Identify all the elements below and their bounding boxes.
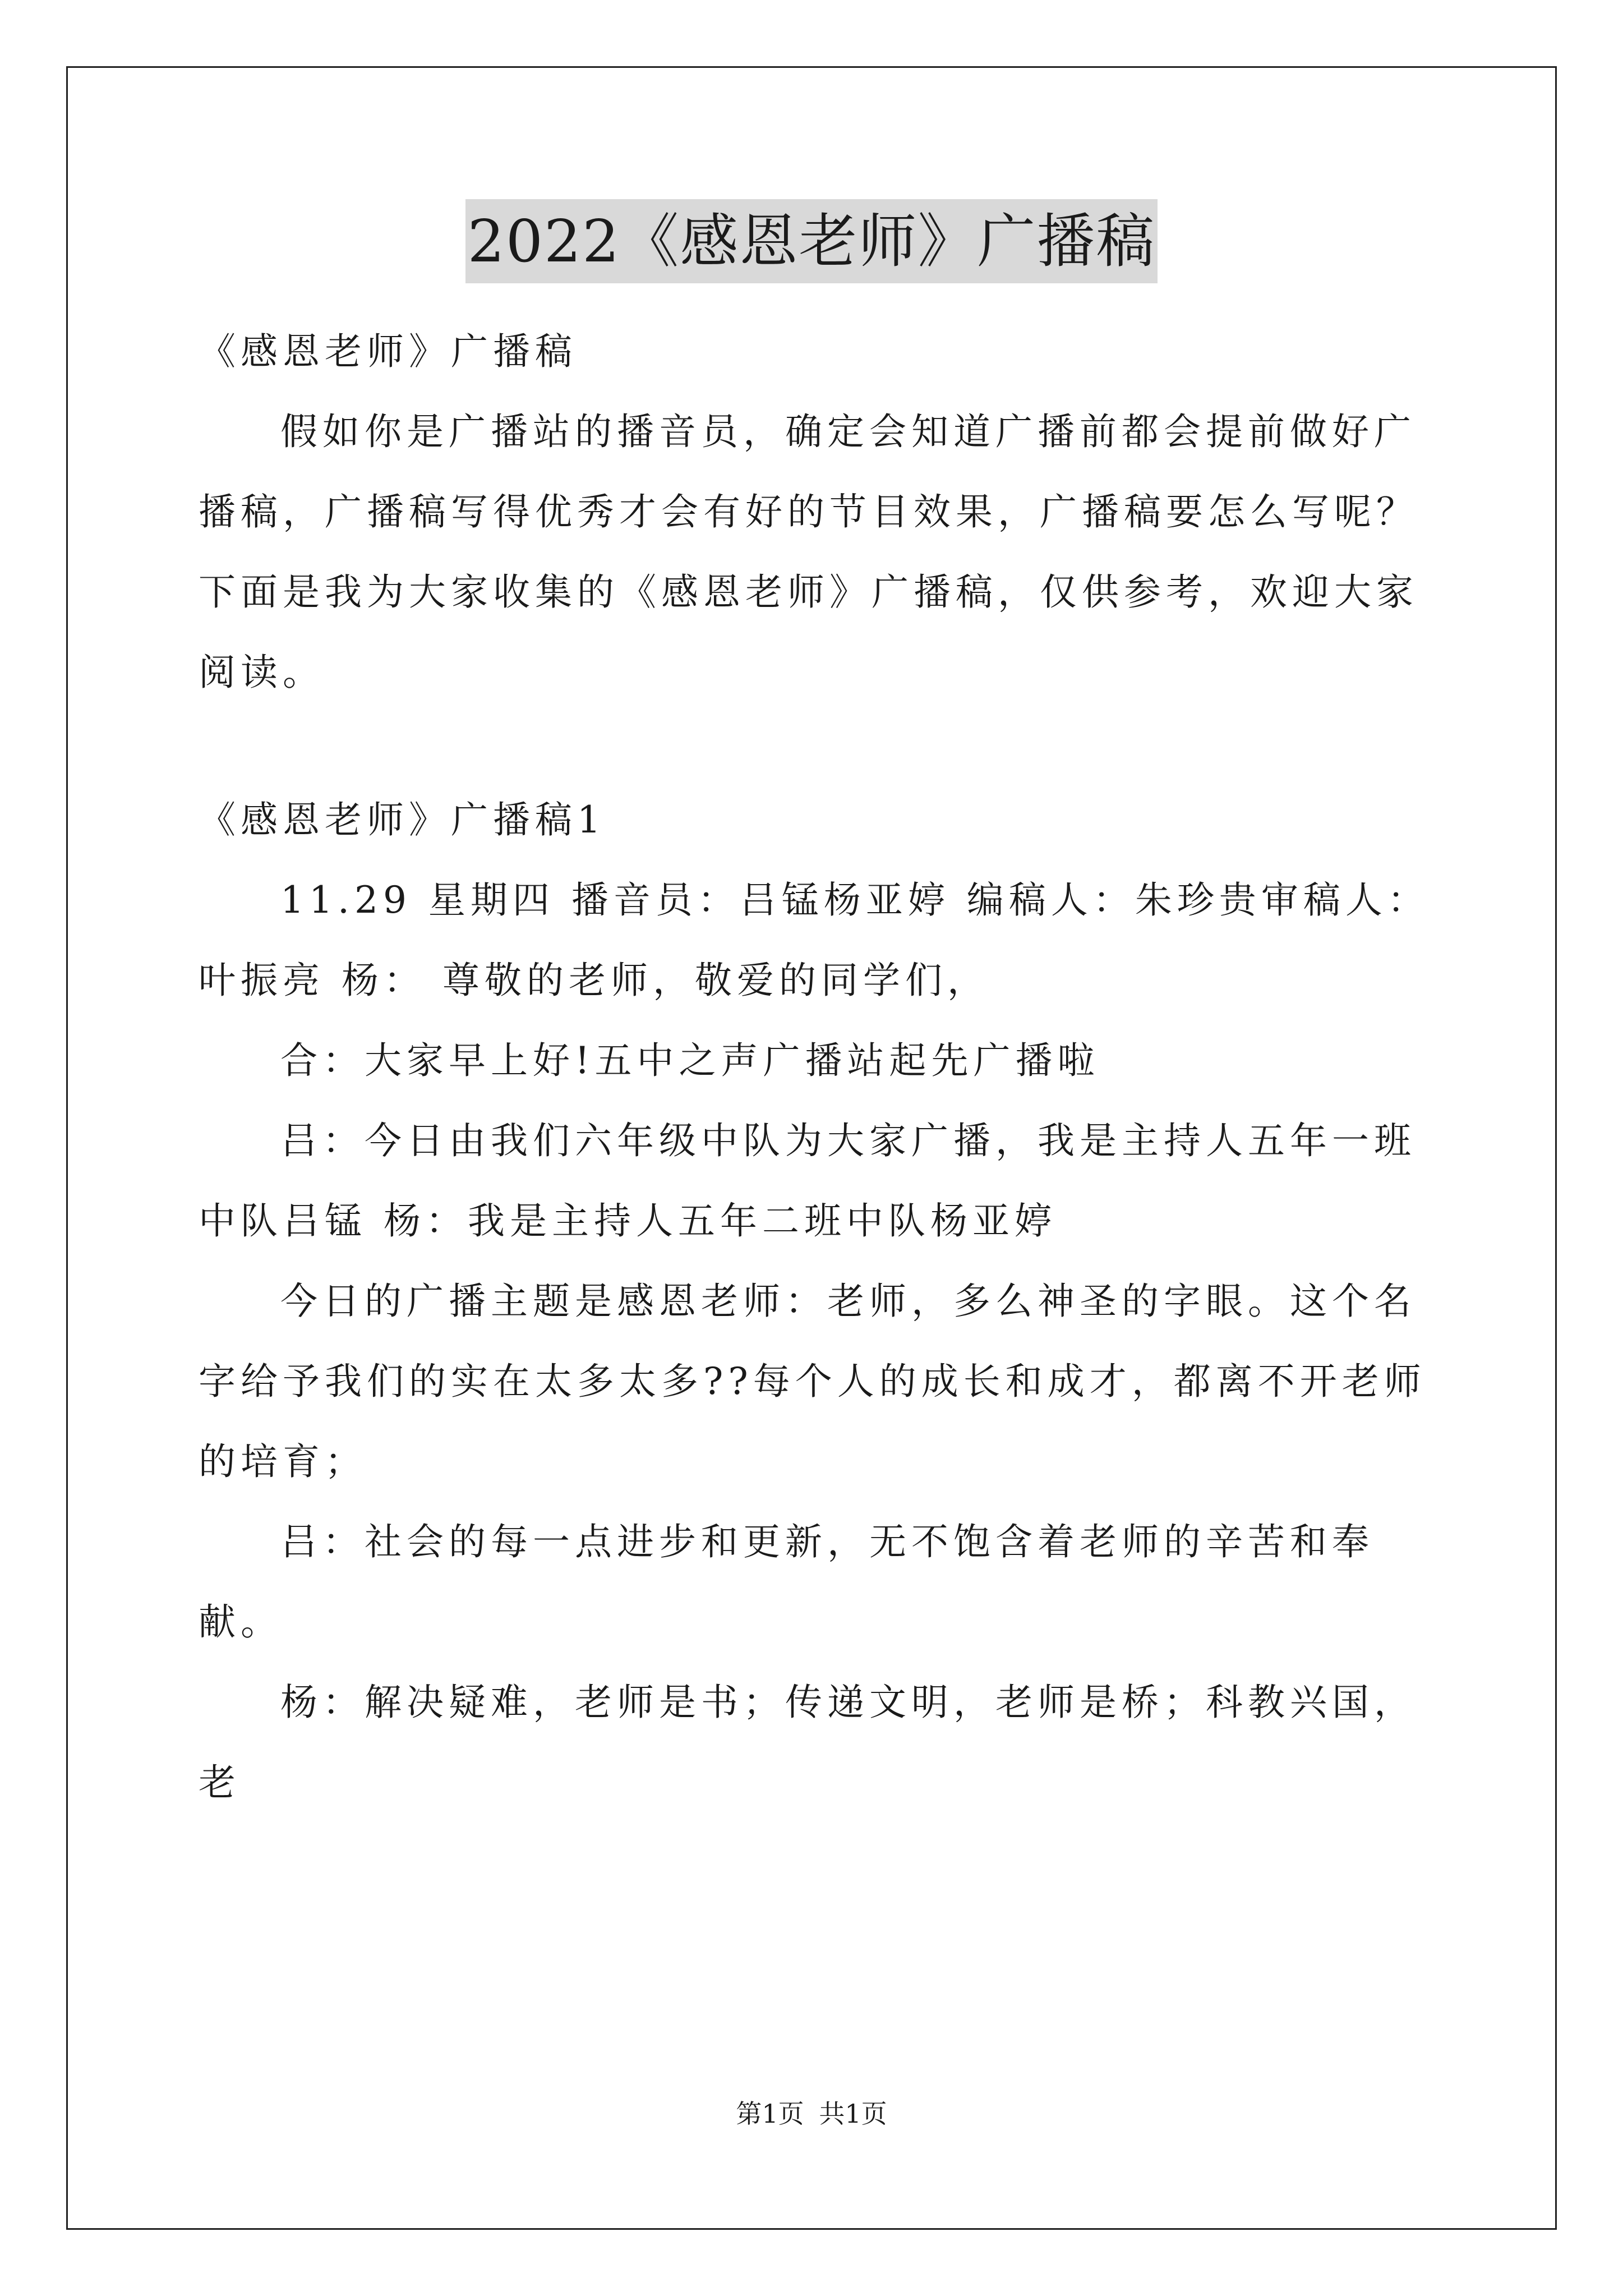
teacher-metaphor-paragraph: 杨：解决疑难，老师是书；传递文明，老师是桥；科教兴国，老 (199, 1681, 1416, 1804)
intro-paragraph: 假如你是广播站的播音员，确定会知道广播前都会提前做好广播稿，广播稿写得优秀才会有好的节目效果，广播稿要怎么写呢？下面是我为大家收集的《感恩老师》广播稿，仅供参考，欢迎大家阅读。 (199, 410, 1418, 694)
theme-paragraph: 今日的广播主题是感恩老师：老师，多么神圣的字眼。这个名字给予我们的实在太多太多??每个人的成长和成才，都离不开老师的培育； (199, 1280, 1426, 1483)
title-wrap (0, 199, 1623, 283)
section-heading: 《感恩老师》广播稿 (199, 330, 577, 373)
society-paragraph: 吕：社会的每一点进步和更新，无不饱含着老师的辛苦和奉献。 (199, 1520, 1374, 1644)
document-body (199, 311, 1430, 1823)
document-title: 2022《感恩老师》广播稿 (465, 199, 1158, 283)
broadcast-info-paragraph: 11.29 星期四 播音员：吕锰杨亚婷 编稿人：朱珍贵审稿人：叶振亮 杨： 尊敬的老师，敬爱的同学们， (199, 878, 1430, 1002)
page-total: 共1页 (819, 2099, 887, 2129)
page-footer (0, 2097, 1623, 2131)
page-number: 第1页 (736, 2099, 804, 2129)
paragraph-gap (199, 712, 1430, 780)
host-intro-paragraph: 吕：今日由我们六年级中队为大家广播，我是主持人五年一班中队吕锰 杨：我是主持人五年二班中队杨亚婷 (199, 1119, 1416, 1243)
subsection-heading: 《感恩老师》广播稿1 (199, 798, 606, 841)
greeting-paragraph: 合：大家早上好!五中之声广播站起先广播啦 (280, 1039, 1100, 1082)
